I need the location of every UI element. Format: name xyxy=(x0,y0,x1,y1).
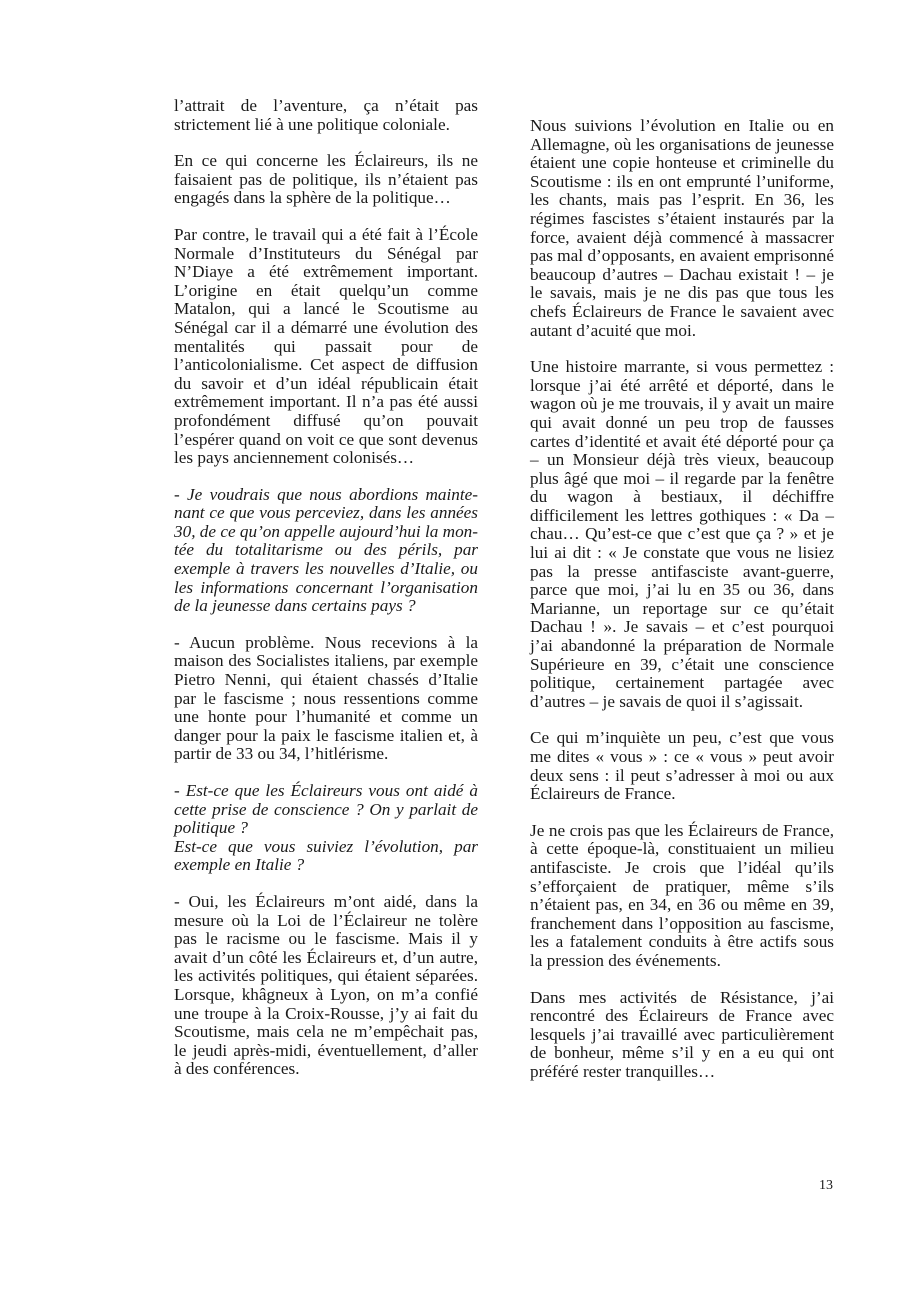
answer-aucun-probleme: - Aucun problème. Nous recevions à la maison des Socialistes italiens, par exemple Pietro Nenni, qui étaient chassés d’Italie par le fascisme ; nous ressentions comme une honte pour l’humanité et comme un danger pour la paix le fascisme italien et, à partir de 33 ou 34, l’hitlérisme. xyxy=(174,632,478,764)
question-prise-de-conscience-line1: - Est-ce que les Éclaireurs vous ont aidé à cette prise de conscience ? On y parlait de politique ? xyxy=(174,781,478,838)
paragraph-vous: Ce qui m’inquiète un peu, c’est que vous me dites « vous » : ce « vous » peut avoir deux sens : il peut s’adresser à moi ou aux Éclaireurs de France. xyxy=(530,728,834,804)
right-column xyxy=(530,117,834,1100)
paragraph-eclaireurs-politique: En ce qui concerne les Éclaireurs, ils ne faisaient pas de politique, ils n’étaient pas engagés dans la sphère de la politique… xyxy=(174,151,478,208)
question-totalitarisme: - Je voudrais que nous abordions maintenant ce que vous perceviez, dans les années 30, de ce qu’on appelle aujourd’hui la montée du totalitarisme ou des périls, par exemple à travers les nouvelles d’Italie, ou les informations concernant l’organisation de la jeunesse dans certains pays ? xyxy=(174,484,478,616)
left-column xyxy=(174,97,478,1097)
page-number: 13 xyxy=(819,1178,833,1193)
paragraph-ecole-normale-senegal: Par contre, le travail qui a été fait à l’École Normale d’Instituteurs du Sénégal par N’Diaye a été extrêmement important. L’origine en était quelqu’un comme Matalon, qui a lancé le Scoutisme au Sénégal car il a démarré une évolution des mentalités qui passait pour de l’anticolonialisme. Cet aspect de diffusion du savoir et d’un idéal républicain était extrêmement important. Il n’a pas été aussi profondément diffusé qu’on pouvait l’espérer quand on voit ce que sont devenus les pays anciennement colonisés… xyxy=(174,224,478,468)
paragraph-histoire-dachau: Une histoire marrante, si vous permettez : lorsque j’ai été arrêté et déporté, dans le wagon où je me trouvais, il y avait un maire qui avait donné un peu trop de fausses cartes d’identité et avait été déporté pour ça – un Monsieur déjà très vieux, beaucoup plus âgé que moi – il regarde par la fenêtre du wagon à bestiaux, il déchiffre difficilement les lettres gothiques : « Da – chau… Qu’est-ce que c’est que ça ? » et je lui ai dit : « Je constate que vous ne lisiez pas la presse antifasciste avant-guerre, parce que moi, j’ai lu en 35 ou 36, dans Marianne, un reportage sur ce qu’était Dachau ! ». Je savais – et c’est pourquoi j’ai abandonné la préparation de Normale Supérieure en 39, c’était une conscience politique, certainement partagée avec d’autres – je savais de quoi il s’agissait. xyxy=(530,357,834,711)
paragraph-milieu-antifasciste: Je ne crois pas que les Éclaireurs de France, à cette époque-là, constituaient un milieu antifasciste. Je crois que l’idéal qu’ils s’efforçaient de pratiquer, même s’ils n’étaient pas, en 34, en 36 ou même en 39, franchement dans l’opposition au fascisme, les a fatalement conduits à être actifs sous la pression des événements. xyxy=(530,820,834,970)
answer-oui-eclaireurs: - Oui, les Éclaireurs m’ont aidé, dans la mesure où la Loi de l’Éclaireur ne tolère pas le racisme ou le fascisme. Mais il y avait d’un côté les Éclaireurs et, d’un autre, les activités politiques, qui étaient séparées. Lorsque, khâgneux à Lyon, on m’a confié une troupe à la Croix-Rousse, j’y ai fait du Scoutisme, mais cela ne m’empêchait pas, le jeudi après-midi, éventuellement, d’aller à des conférences. xyxy=(174,891,478,1079)
question-prise-de-conscience-line2: Est-ce que vous suiviez l’évolution, par exemple en Italie ? xyxy=(174,836,478,875)
question-prise-de-conscience xyxy=(174,782,478,875)
paragraph-resistance: Dans mes activités de Résistance, j’ai rencontré des Éclaireurs de France avec lesquels j’ai travaillé avec particulièrement de bonheur, même s’il y en a eu qui ont préféré rester tranquilles… xyxy=(530,987,834,1081)
paragraph-evolution-italie: Nous suivions l’évolution en Italie ou en Allemagne, où les organisations de jeunesse étaient une copie honteuse et criminelle du Scoutisme : ils en ont emprunté l’uniforme, les chants, mais pas l’esprit. En 36, les régimes fascistes s’étaient instaurés par la force, avaient déjà commencé à massacrer pas mal d’opposants, en avaient emprisonné beaucoup d’autres – Dachau existait ! – je le savais, mais je ne dis pas que tous les chefs Éclaireurs de France le savaient avec autant d’acuité que moi. xyxy=(530,116,834,340)
paragraph-aventure: l’attrait de l’aventure, ça n’était pas strictement lié à une politique coloniale. xyxy=(174,96,478,134)
